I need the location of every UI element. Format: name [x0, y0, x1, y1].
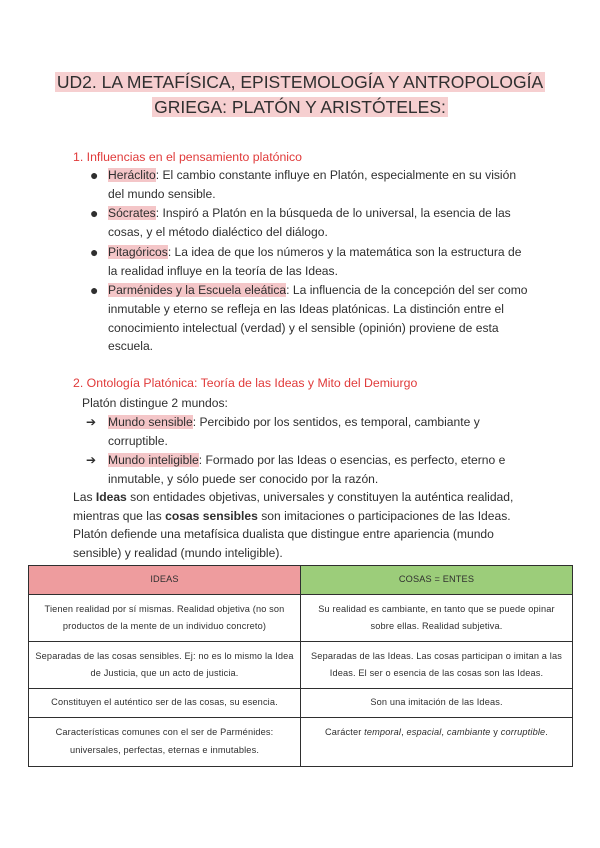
table-cell [301, 718, 573, 767]
section-2-intro: Platón distingue 2 mundos: [82, 396, 228, 410]
list-item [78, 243, 528, 280]
term: Mundo sensible [108, 415, 193, 429]
item-text: : El cambio constante influye en Platón, especialmente en su visión del mundo sensible. [108, 168, 517, 201]
list-item [78, 281, 528, 356]
table-cell: Constituyen el auténtico ser de las cosas, su esencia. [29, 689, 301, 718]
list-item [86, 451, 526, 488]
header-cosas: COSAS = ENTES [301, 566, 573, 595]
list-item [78, 204, 528, 241]
para-bold: cosas sensibles [165, 508, 258, 523]
cell-italic: espacial [406, 727, 442, 737]
bullet-icon: ● [90, 282, 99, 299]
para-text: son imitaciones o participaciones de las Ideas. Platón defiende una metafísica dualista que distingue entre apariencia (mundo sensible) y realidad (mundo inteligible). [73, 508, 511, 561]
section-2-heading: 2. Ontología Platónica: Teoría de las Ideas y Mito del Demiurgo [73, 376, 418, 390]
cell-italic: cambiante [446, 727, 491, 737]
table-cell: Separadas de las Ideas. Las cosas participan o imitan a las Ideas. El ser o esencia de las cosas son las Ideas. [301, 642, 573, 689]
arrow-right-icon: ➔ [86, 453, 97, 468]
list-item [86, 413, 526, 450]
document-title [0, 70, 600, 120]
table-cell: Son una imitación de las Ideas. [301, 689, 573, 718]
item-text: : Formado por las Ideas o esencias, es perfecto, eterno e inmutable, y sólo puede ser conocido por la razón. [108, 453, 506, 487]
para-bold: Ideas [95, 490, 127, 504]
table-cell: Separadas de las cosas sensibles. Ej: no es lo mismo la Idea de Justicia, que un acto de justicia. [29, 642, 301, 689]
header-ideas: IDEAS [29, 566, 301, 595]
ideas-paragraph [73, 488, 528, 563]
cell-text: Carácter [325, 727, 365, 737]
title-line-2: GRIEGA: PLATÓN Y ARISTÓTELES: [154, 97, 446, 117]
table-row [29, 718, 573, 767]
bullet-icon: ● [90, 243, 99, 260]
cell-text: . [545, 727, 548, 737]
table-row [29, 642, 573, 689]
para-text: son entidades objetivas, universales y constituyen la auténtica realidad, mientras que las [73, 490, 514, 523]
term: Heráclito [108, 168, 156, 182]
table-cell: Características comunes con el ser de Parménides: universales, perfectas, eternas e inmutables. [29, 718, 301, 767]
term: Mundo inteligible [108, 453, 199, 468]
item-text: : La idea de que los números y la matemática son la estructura de la realidad influye en la teoría de las Ideas. [108, 244, 522, 278]
para-text: Las [73, 490, 96, 504]
table-header-row [29, 566, 573, 595]
cell-text: , [441, 727, 447, 737]
comparison-table [28, 565, 573, 767]
bullet-icon: ● [90, 205, 99, 222]
cell-text: y [490, 727, 501, 737]
cell-italic: temporal [364, 727, 402, 737]
item-text: : Inspiró a Platón en la búsqueda de lo universal, la esencia de las cosas, y el método dialéctico del diálogo. [108, 206, 511, 240]
table-cell: Su realidad es cambiante, en tanto que se puede opinar sobre ellas. Realidad subjetiva. [301, 595, 573, 642]
influences-list [78, 166, 528, 357]
title-line-1: UD2. LA METAFÍSICA, EPISTEMOLOGÍA Y ANTROPOLOGÍA [56, 72, 544, 92]
arrow-right-icon: ➔ [86, 415, 97, 429]
item-text: : Percibido por los sentidos, es temporal, cambiante y corruptible. [108, 415, 480, 448]
table-cell: Tienen realidad por sí mismas. Realidad objetiva (no son productos de la mente de un individuo concreto) [29, 595, 301, 642]
list-item [78, 166, 528, 203]
worlds-list [86, 413, 526, 490]
cell-italic: corruptible [500, 727, 546, 737]
item-text: : La influencia de la concepción del ser como inmutable y eterno se refleja en las Ideas platónicas. La distinción entre el conocimiento intelectual (verdad) y el sensible (opinión) proviene de esta escuela. [108, 283, 528, 354]
term: Pitagóricos [108, 244, 168, 259]
table-row [29, 595, 573, 642]
section-1-heading: 1. Influencias en el pensamiento platónico [73, 150, 303, 164]
term: Parménides y la Escuela eleática [108, 283, 287, 298]
bullet-icon: ● [90, 167, 99, 183]
cell-text: , [401, 727, 407, 737]
term: Sócrates [108, 206, 156, 221]
table-row [29, 689, 573, 718]
